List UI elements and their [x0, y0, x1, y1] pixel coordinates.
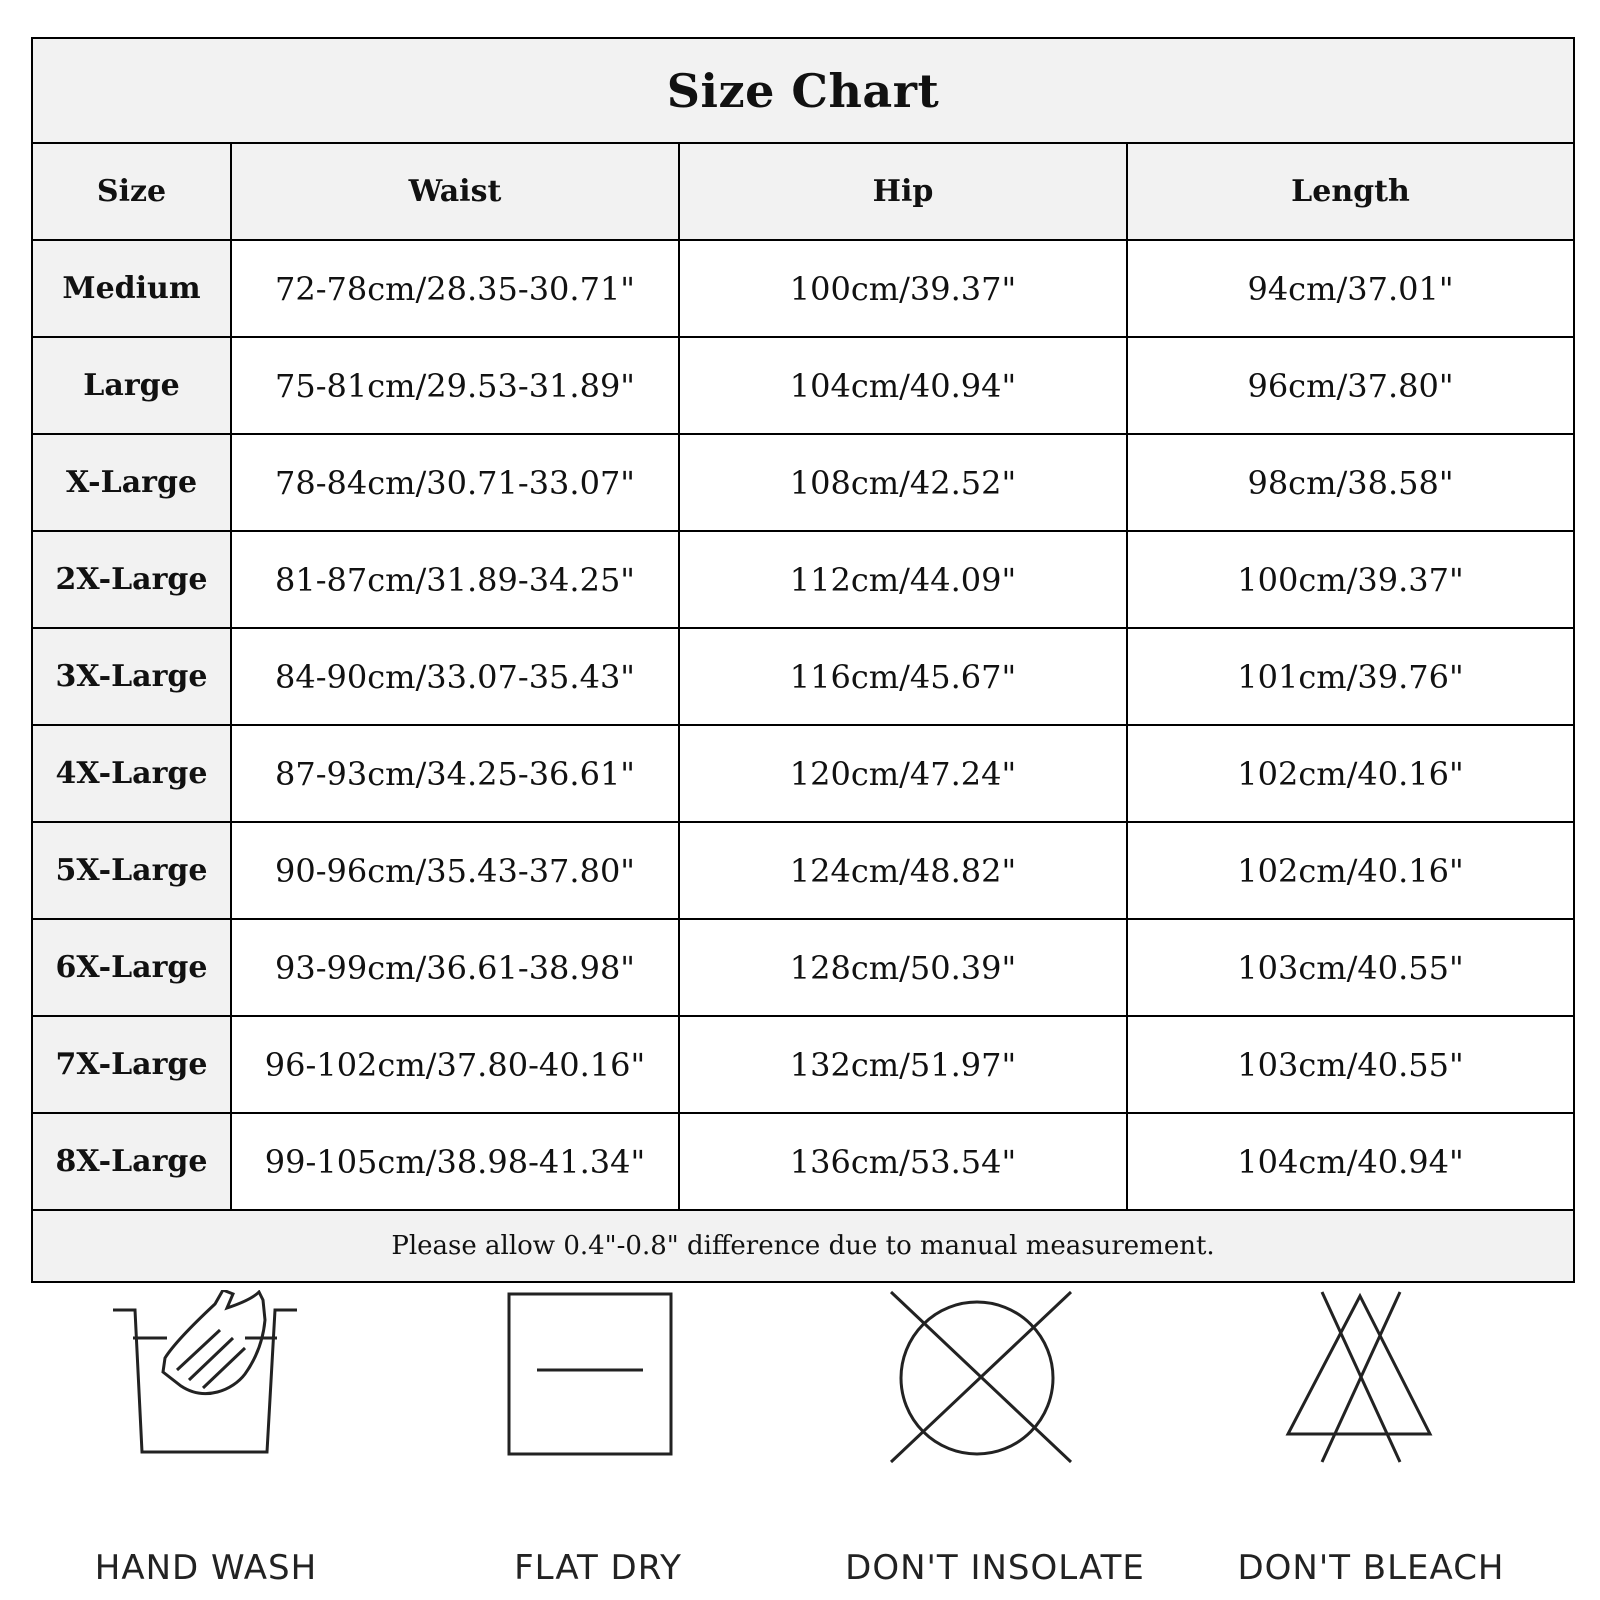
header-row [33, 144, 1573, 240]
size-table [33, 144, 1573, 1211]
length-cell: 101cm/39.76" [1127, 628, 1573, 725]
waist-cell: 78-84cm/30.71-33.07" [231, 434, 679, 531]
length-cell: 98cm/38.58" [1127, 434, 1573, 531]
size-cell: 8X-Large [33, 1113, 231, 1210]
size-chart-title: Size Chart [33, 39, 1573, 144]
hip-cell: 136cm/53.54" [679, 1113, 1127, 1210]
table-row [33, 919, 1573, 1016]
column-header-hip: Hip [679, 144, 1127, 240]
size-cell: 5X-Large [33, 822, 231, 919]
size-cell: 7X-Large [33, 1016, 231, 1113]
dont-bleach-label: DON'T BLEACH [1237, 1548, 1505, 1588]
length-cell: 102cm/40.16" [1127, 822, 1573, 919]
measurement-note: Please allow 0.4"-0.8" difference due to manual measurement. [33, 1211, 1573, 1281]
waist-cell: 75-81cm/29.53-31.89" [231, 337, 679, 434]
waist-cell: 81-87cm/31.89-34.25" [231, 531, 679, 628]
waist-cell: 93-99cm/36.61-38.98" [231, 919, 679, 1016]
hand-wash-label: HAND WASH [94, 1548, 318, 1588]
care-instructions [0, 1290, 1600, 1600]
size-cell: Large [33, 337, 231, 434]
dont-bleach-icon [1282, 1290, 1442, 1470]
length-cell: 102cm/40.16" [1127, 725, 1573, 822]
dont-insolate-icon [885, 1290, 1085, 1470]
waist-cell: 96-102cm/37.80-40.16" [231, 1016, 679, 1113]
table-row [33, 434, 1573, 531]
length-cell: 104cm/40.94" [1127, 1113, 1573, 1210]
hip-cell: 116cm/45.67" [679, 628, 1127, 725]
table-row [33, 725, 1573, 822]
size-cell: 6X-Large [33, 919, 231, 1016]
hip-cell: 128cm/50.39" [679, 919, 1127, 1016]
hip-cell: 132cm/51.97" [679, 1016, 1127, 1113]
column-header-size: Size [33, 144, 231, 240]
waist-cell: 90-96cm/35.43-37.80" [231, 822, 679, 919]
length-cell: 103cm/40.55" [1127, 1016, 1573, 1113]
table-row [33, 337, 1573, 434]
table-row [33, 240, 1573, 337]
table-row [33, 531, 1573, 628]
hip-cell: 104cm/40.94" [679, 337, 1127, 434]
size-cell: 4X-Large [33, 725, 231, 822]
size-cell: 2X-Large [33, 531, 231, 628]
table-row [33, 1016, 1573, 1113]
table-row [33, 628, 1573, 725]
column-header-waist: Waist [231, 144, 679, 240]
size-cell: 3X-Large [33, 628, 231, 725]
hip-cell: 120cm/47.24" [679, 725, 1127, 822]
hand-wash-icon [105, 1290, 305, 1470]
length-cell: 94cm/37.01" [1127, 240, 1573, 337]
waist-cell: 99-105cm/38.98-41.34" [231, 1113, 679, 1210]
table-row [33, 822, 1573, 919]
flat-dry-icon [505, 1290, 675, 1460]
length-cell: 96cm/37.80" [1127, 337, 1573, 434]
size-chart-table [31, 37, 1575, 1283]
size-cell: Medium [33, 240, 231, 337]
hip-cell: 100cm/39.37" [679, 240, 1127, 337]
hip-cell: 124cm/48.82" [679, 822, 1127, 919]
waist-cell: 84-90cm/33.07-35.43" [231, 628, 679, 725]
waist-cell: 87-93cm/34.25-36.61" [231, 725, 679, 822]
flat-dry-label: FLAT DRY [514, 1548, 682, 1588]
length-cell: 100cm/39.37" [1127, 531, 1573, 628]
waist-cell: 72-78cm/28.35-30.71" [231, 240, 679, 337]
table-row [33, 1113, 1573, 1210]
column-header-length: Length [1127, 144, 1573, 240]
length-cell: 103cm/40.55" [1127, 919, 1573, 1016]
hip-cell: 108cm/42.52" [679, 434, 1127, 531]
size-cell: X-Large [33, 434, 231, 531]
hip-cell: 112cm/44.09" [679, 531, 1127, 628]
dont-insolate-label: DON'T INSOLATE [845, 1548, 1145, 1588]
